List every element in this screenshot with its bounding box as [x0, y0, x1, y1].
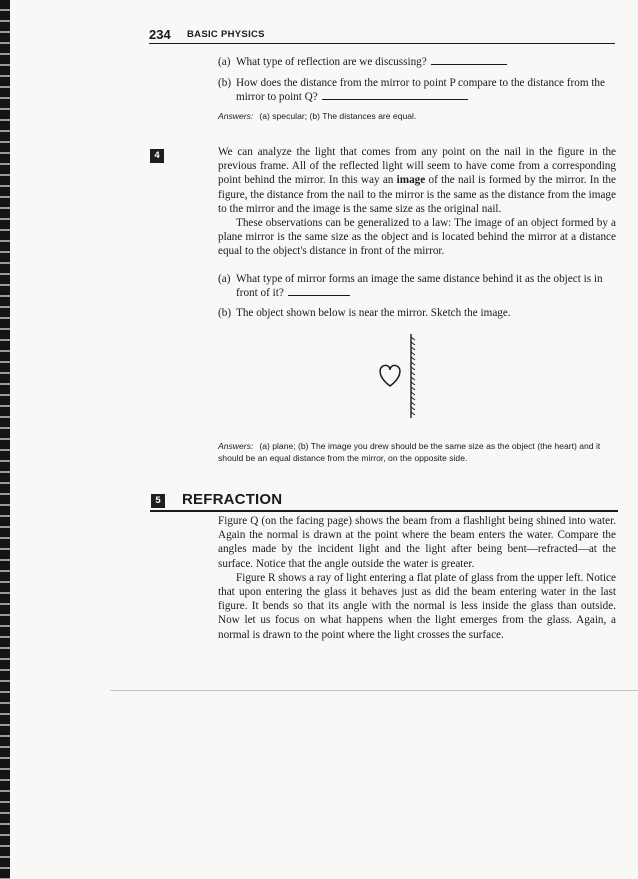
frame4-paragraph-2: These observations can be generalized to a law: The image of an object formed by a plane mirror is the same size as the object and is located behind the mirror at a distance equal to the object's distance in front of the mirror.: [218, 217, 616, 258]
answer-blank[interactable]: [288, 294, 350, 296]
frame4-paragraph-1: We can analyze the light that comes from any point on the nail in the figure in the previous frame. All of the reflected light will seem to have come from a corresponding point behind the mirror. In this way an image of the nail is formed by the mirror. In the figure, the distance from the nail to the mirror is the same as the distance from the image to the mirror and the image is the same size as the original nail. These observations can be generalized to a law: The image of an object formed by a plane mirror is the same size as the object and is located behind the mirror at a distance equal to the object's distance in front of the mirror.: [218, 146, 616, 258]
page-header: [149, 27, 615, 44]
answer-blank[interactable]: [431, 63, 507, 65]
answer-blank[interactable]: [322, 98, 468, 100]
frame5-paragraph-1: Figure Q (on the facing page) shows the beam from a flashlight being shined into water. Again the normal is drawn at the point where the beam enters the water. Compare the angles made by the incident light and the light after being bent—refracted—at the surface. Notice that the angle outside the water is greater.: [218, 515, 616, 570]
running-head: BASIC PHYSICS: [187, 29, 265, 40]
frame5-paragraph-2: Figure R shows a ray of light entering a flat plate of glass from the upper left. Notice that upon entering the glass it behaves just as did the beam entering water in the last figure. It bends so that its angle with the normal is less inside the glass than outside. Now let us focus on what happens when the light emerges from the glass. Again, a normal is drawn to the point where the light crosses the surface.: [218, 571, 616, 641]
question-b-distance: (b) How does the distance from the mirror to point P compare to the distance from the mirror to point Q?: [218, 77, 605, 104]
section-rule: [150, 510, 618, 512]
term-image: image: [396, 174, 426, 187]
frame5-body: [218, 514, 616, 642]
section-title-refraction: REFRACTION: [182, 491, 283, 508]
mirror-figure: [370, 326, 440, 422]
page-number: 234: [149, 27, 171, 42]
question-b-sketch: (b) The object shown below is near the mirror. Sketch the image.: [218, 307, 511, 319]
heart-icon: [380, 365, 400, 386]
bottom-rule: [110, 690, 638, 691]
question-a-mirror-type: (a) What type of mirror forms an image the same distance behind it as the object is in front of it?: [218, 273, 603, 300]
frame-number-5: 5: [151, 494, 165, 508]
book-binding-edge: [0, 0, 10, 879]
answers-top-frame: Answers: (a) specular; (b) The distances are equal.: [218, 111, 417, 121]
frame-number-4: 4: [150, 149, 164, 163]
plane-mirror: [411, 334, 415, 418]
answers-frame-4: Answers: (a) plane; (b) The image you drew should be the same size as the object (the heart) and it should be an equal distance from the mirror, on the opposite side.: [218, 441, 601, 463]
question-a-reflection: (a) What type of reflection are we discussing?: [218, 55, 616, 69]
